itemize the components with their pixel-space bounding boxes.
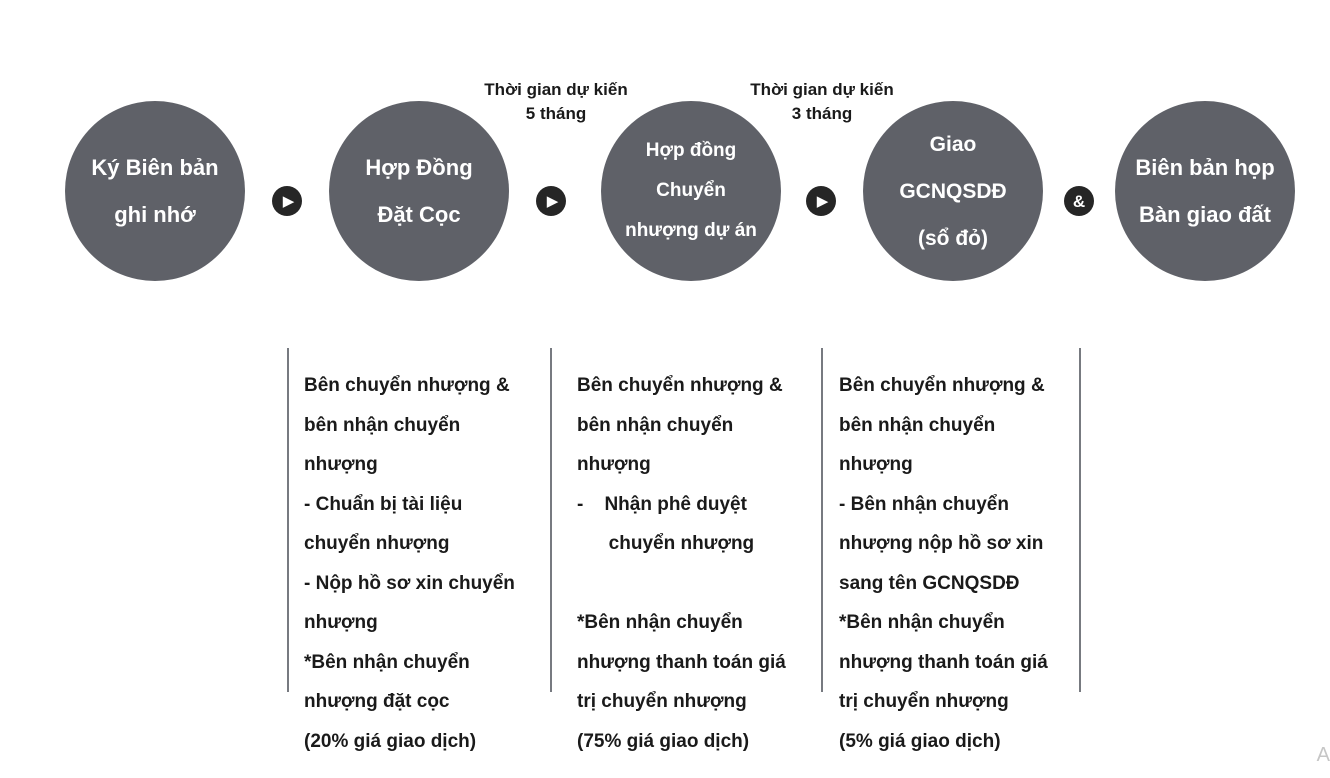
detail-line: *Bên nhận chuyển [577,612,743,633]
play-arrow-icon: ▶ [282,192,295,210]
duration-line: 5 tháng [525,104,587,123]
play-arrow-icon: ▶ [816,192,829,210]
detail-line: (5% giá giao dịch) [839,730,1001,752]
detail-line: chuyển nhượng [304,533,450,554]
connector-arrow [536,186,566,216]
corner-mark: A [1316,744,1330,766]
detail-line: Bên chuyển nhượng & [577,375,783,396]
detail-line: Bên chuyển nhượng & [304,375,510,396]
detail-line: Bên chuyển nhượng & [839,375,1045,396]
detail-line: sang tên GCNQSDĐ [839,572,1020,594]
detail-column-transfer [577,366,786,761]
step-transfer-contract [601,101,781,281]
detail-line: trị chuyển nhượng [577,691,747,712]
detail-line: *Bên nhận chuyển [304,651,470,673]
ampersand-symbol: & [1072,191,1086,211]
detail-line: nhượng thanh toán giá [839,651,1048,673]
step-hand-over-certificate [863,101,1043,281]
detail-line: nhượng [304,454,378,475]
detail-line: chuyển nhượng [577,533,755,554]
step-sign-memorandum [65,101,245,281]
detail-line: (75% giá giao dịch) [577,730,750,752]
detail-line: - Chuẩn bị tài liệu [304,493,463,515]
detail-line: trị chuyển nhượng [839,691,1009,712]
detail-column-deposit [304,366,515,761]
step-label-line: Ký Biên bản [91,155,219,180]
detail-line: - Bên nhận chuyển [839,493,1009,515]
duration-line: 3 tháng [791,104,853,123]
detail-line: - Nhận phê duyệt [577,493,747,515]
step-label-line: GCNQSDĐ [899,179,1007,203]
step-label-line: Chuyển [656,180,726,201]
detail-line: bên nhận chuyển [839,414,996,436]
detail-line: nhượng [304,612,378,633]
divider-line [821,348,823,692]
step-label-line: Biên bản họp [1135,155,1275,180]
step-label-line: ghi nhớ [114,202,196,227]
step-label-line: Bàn giao đất [1138,202,1271,227]
divider-line [287,348,289,692]
duration-line: Thời gian dự kiến [750,80,894,99]
detail-line: nhượng [839,454,913,475]
detail-line: *Bên nhận chuyển [839,612,1005,633]
divider-line [1079,348,1081,692]
connector-and [1064,186,1094,216]
step-label-line: Hợp Đồng [365,155,473,180]
connector-arrow [272,186,302,216]
step-label-line: Hợp đồng [645,140,737,161]
detail-line: nhượng thanh toán giá [577,651,786,673]
detail-line: (20% giá giao dịch) [304,730,477,752]
detail-line-blank [577,564,786,604]
detail-line: bên nhận chuyển [577,414,734,436]
detail-line: bên nhận chuyển [304,414,461,436]
detail-line: nhượng đặt cọc [304,691,450,712]
step-label-line: nhượng dự án [625,220,757,241]
connector-arrow [806,186,836,216]
duration-line: Thời gian dự kiến [484,80,628,99]
duration-label [732,78,912,126]
detail-line: nhượng [577,454,651,475]
play-arrow-icon: ▶ [546,192,559,210]
step-label-line: (sổ đỏ) [918,226,988,250]
step-label-line: Giao [929,132,977,156]
duration-label [466,78,646,126]
step-deposit-contract [329,101,509,281]
divider-line [550,348,552,692]
detail-column-certificate [839,366,1048,761]
step-land-handover-minutes [1115,101,1295,281]
step-label-line: Đặt Cọc [377,202,461,227]
detail-line: nhượng nộp hồ sơ xin [839,533,1044,554]
detail-line: - Nộp hồ sơ xin chuyển [304,572,515,594]
